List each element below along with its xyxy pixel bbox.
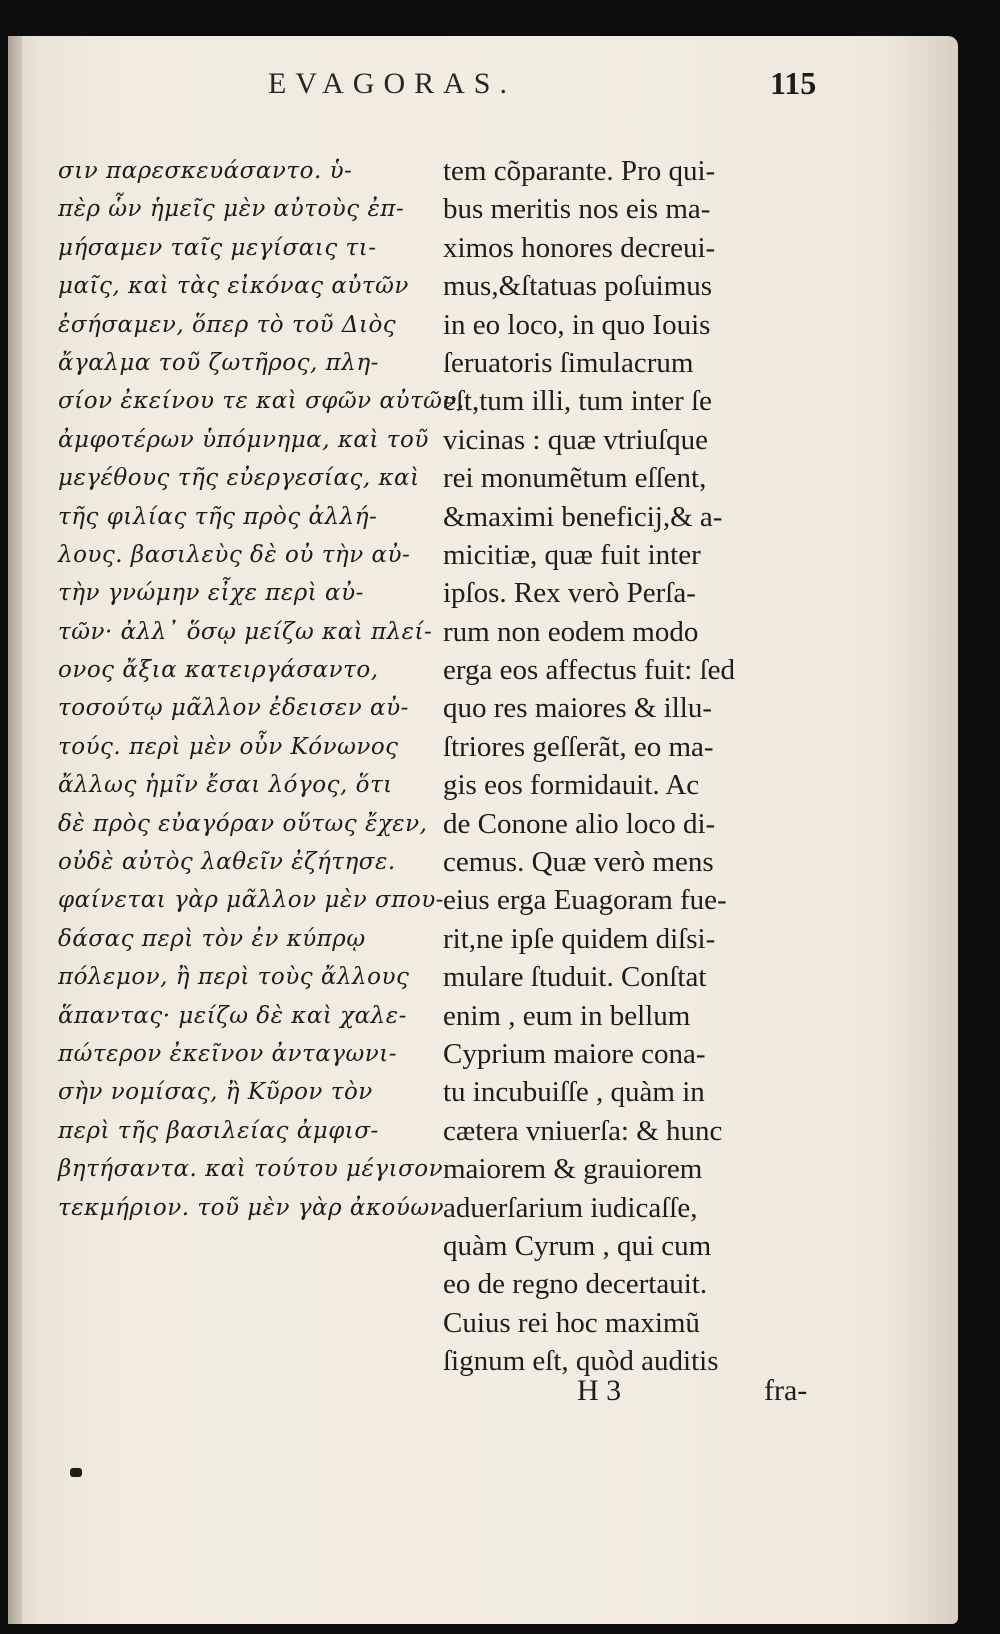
text-line: τῆς φιλίας τῆς πρὸς ἀλλή-	[58, 503, 378, 530]
text-line: tu incubuiſſe , quàm in	[443, 1076, 705, 1109]
text-line: erga eos affectus fuit: ſed	[443, 654, 736, 687]
text-line: mulare ſtuduit. Conſtat	[443, 961, 707, 994]
text-line: ipſos. Rex verò Perſa-	[443, 577, 696, 610]
text-line: τὴν γνώμην εἶχε περὶ αὐ-	[58, 580, 364, 607]
text-line: τεκμήριον. τοῦ μὲν γὰρ ἀκούων	[58, 1194, 445, 1221]
text-line: πὲρ ὧν ἡμεῖς μὲν αὐτοὺς ἐπ-	[58, 196, 405, 223]
text-line: περὶ τῆς βασιλείας ἀμφισ-	[58, 1117, 379, 1144]
text-line: δὲ πρὸς εὐαγόραν οὕτως ἔχεν,	[58, 810, 428, 837]
text-line: quàm Cyrum , qui cum	[443, 1229, 712, 1262]
text-line: Cyprium maiore cona-	[443, 1037, 706, 1070]
text-line: ονος ἄξια κατειργάσαντο,	[58, 657, 379, 684]
text-line: quo res maiores & illu-	[443, 692, 713, 725]
text-line: tem cõparante. Pro qui-	[443, 155, 716, 187]
text-line: enim , eum in bellum	[443, 999, 691, 1032]
text-line: ἅπαντας· μείζω δὲ καὶ χαλε-	[58, 1002, 407, 1029]
text-line: aduerſarium iudicaſſe,	[443, 1191, 698, 1224]
catchword: fra-	[764, 1374, 808, 1407]
text-line: λους. βασιλεὺς δὲ οὐ τὴν αὐ-	[58, 541, 411, 568]
greek-text-column	[58, 152, 465, 1227]
text-line: eius erga Euagoram fue-	[443, 884, 727, 917]
text-line: φαίνεται γὰρ μᾶλλον μὲν σπου-	[58, 887, 444, 914]
text-line: rei monumẽtum eſſent,	[443, 462, 707, 495]
ink-blot	[70, 1468, 82, 1477]
text-line: bus meritis nos eis ma-	[443, 193, 711, 226]
text-line: cætera vniuerſa: & hunc	[443, 1114, 723, 1147]
text-line: ἐσήσαμεν, ὅπερ τὸ τοῦ Διὸς	[58, 311, 397, 338]
text-line: ἄλλως ἡμῖν ἔσαι λόγος, ὅτι	[58, 772, 393, 799]
text-line: vicinas : quæ vtriuſque	[443, 423, 708, 456]
text-line: πόλεμον, ἢ περὶ τοὺς ἄλλους	[58, 964, 410, 991]
text-line: σίον ἐκείνου τε καὶ σφῶν αὐτῶν,	[58, 388, 465, 415]
text-line: rum non eodem modo	[443, 615, 699, 648]
text-line: ſtriores geſſerãt, eo ma-	[443, 730, 714, 763]
page-number: 115	[770, 65, 817, 101]
text-line: ſignum eſt, quòd auditis	[443, 1345, 719, 1378]
text-line: mus,&ſtatuas poſuimus	[443, 270, 713, 303]
text-line: τῶν· ἀλλ᾽ ὅσῳ μείζω καὶ πλεί-	[58, 618, 433, 645]
running-head: EVAGORAS.	[268, 67, 516, 100]
text-line: ximos honores decreui-	[443, 231, 716, 264]
text-line: gis eos formidauit. Ac	[443, 769, 700, 802]
text-line: μαῖς, καὶ τὰς εἰκόνας αὐτῶν	[58, 273, 409, 300]
text-line: τούς. περὶ μὲν οὖν Κόνωνος	[58, 733, 399, 760]
text-line: de Conone alio loco di-	[443, 807, 716, 840]
text-line: micitiæ, quæ fuit inter	[443, 538, 701, 571]
text-line: Cuius rei hoc maximũ	[443, 1306, 700, 1339]
text-line: πώτερον ἐκεῖνον ἀνταγωνι-	[58, 1040, 398, 1067]
text-line: ſeruatoris ſimulacrum	[443, 346, 694, 379]
text-line: ἀμφοτέρων ὑπόμνημα, καὶ τοῦ	[58, 426, 429, 453]
text-line: &maximi beneficij,& a-	[443, 500, 723, 533]
text-line: οὐδὲ αὐτὸς λαθεῖν ἐζήτησε.	[58, 849, 396, 876]
text-line: eſt,tum illi, tum inter ſe	[443, 385, 713, 418]
text-line: cemus. Quæ verò mens	[443, 846, 714, 879]
text-line: ἄγαλμα τοῦ ζωτῆρος, πλη-	[58, 349, 379, 376]
signature-mark: H 3	[577, 1374, 622, 1407]
text-line: μήσαμεν ταῖς μεγίσαις τι-	[58, 234, 377, 261]
text-line: δάσας περὶ τὸν ἐν κύπρῳ	[58, 925, 366, 952]
text-line: maiorem & grauiorem	[443, 1153, 703, 1186]
text-line: eo de regno decertauit.	[443, 1268, 708, 1301]
text-line: rit,ne ipſe quidem diſsi-	[443, 922, 716, 955]
text-line: σὴν νομίσας, ἢ Κῦρον τὸν	[58, 1079, 373, 1106]
text-line: in eo loco, in quo Iouis	[443, 308, 711, 341]
text-line: τοσούτῳ μᾶλλον ἐδεισεν αὐ-	[58, 695, 409, 722]
latin-text-column	[443, 152, 823, 1381]
text-line: μεγέθους τῆς εὐεργεσίας, καὶ	[58, 465, 420, 492]
text-line: βητήσαντα. καὶ τούτου μέγισον	[58, 1156, 444, 1183]
text-line: σιν παρεσκευάσαντο. ὑ-	[58, 158, 353, 184]
